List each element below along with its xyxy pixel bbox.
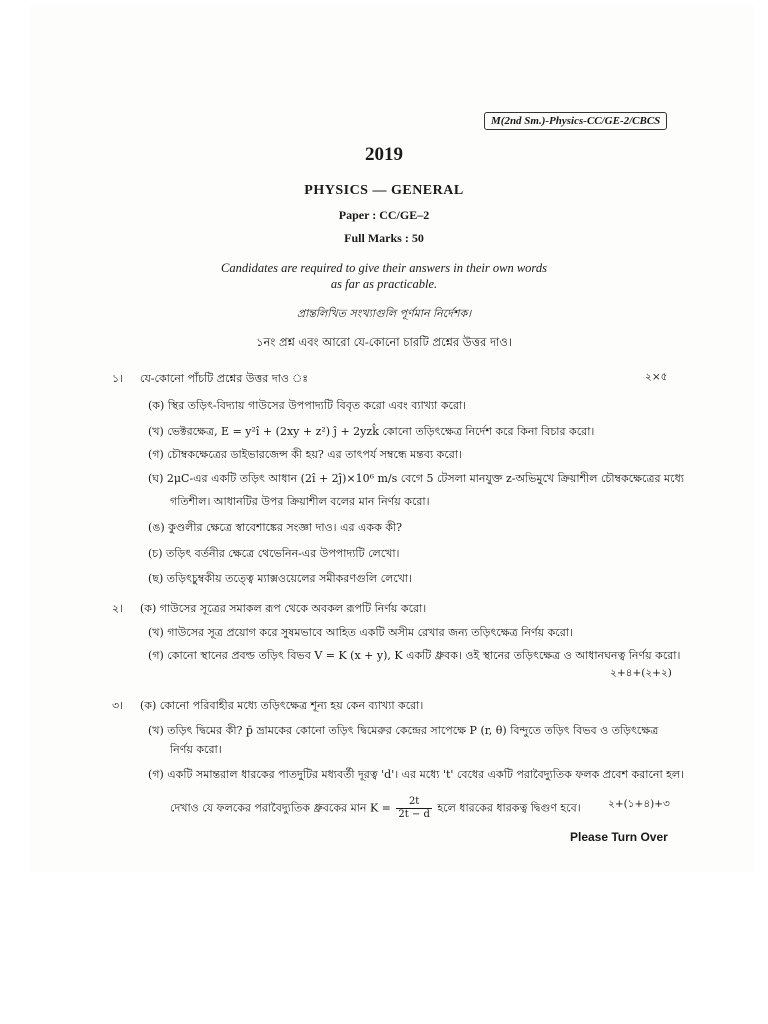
q1-part-uma: (ঙ) কুণ্ডলীর ক্ষেত্রে স্বাবেশাঙ্কের সংজ্ঞা দাও। এর একক কী?: [148, 521, 403, 534]
instruction-line-2: as far as practicable.: [330, 277, 438, 291]
q3-part-ga-end: হলে ধারকের ধারকত্ব দ্বিগুণ হবে।: [437, 801, 581, 815]
q2-part-ka: (ক) গাউসের সূত্রের সমাকল রূপ থেকে অবকল রূপটি নির্ণয় করো।: [140, 602, 427, 615]
q1-part-ka: (ক) স্থির তড়িৎ-বিদ্যায় গাউসের উপপাদ্যটি বিবৃত করো এবং ব্যাখ্যা করো।: [148, 399, 467, 412]
q2-number: ২।: [112, 602, 124, 615]
full-marks: Full Marks : 50: [344, 231, 424, 245]
paper-code-box: M(2nd Sm.)-Physics-CC/GE-2/CBCS: [484, 112, 667, 130]
q3-number: ৩।: [112, 699, 124, 712]
exam-year: 2019: [365, 144, 403, 165]
q1-part-chha: (ছ) তড়িৎচুম্বকীয় তত্ত্বে ম্যাক্সওয়েলের সমীকরণগুলি লেখো।: [148, 572, 413, 585]
q3-part-ga-cont: [170, 796, 581, 821]
q3-part-ga-text: দেখাও যে ফলকের পরাবৈদ্যুতিক ধ্রুবকের মান K =: [170, 801, 391, 815]
margin-note: প্রান্তলিখিত সংখ্যাগুলি পূর্ণমান নির্দেশক।: [296, 307, 472, 320]
subject-title: PHYSICS — GENERAL: [304, 183, 464, 198]
q3-part-kha: (খ) তড়িৎ দ্বিমের কী? p̄ ভ্রামকের কোনো তড়িৎ দ্বিমেরুর কেন্দ্রের সাপেক্ষে P (r, θ) বিন্দুতে তড়িৎ বিভব ও তড়িৎক্ষেত্র: [148, 724, 659, 737]
please-turn-over: Please Turn Over: [570, 830, 668, 844]
q2-marks: ২+৪+(২+২): [610, 667, 672, 679]
q1-part-kha: (খ) ভেক্টরক্ষেত্র, E = y²î + (2xy + z²) ĵ + 2yzk̂ কোনো তড়িৎক্ষেত্র নির্দেশ করে কিনা বিচার করো।: [148, 425, 595, 438]
q2-part-ga: (গ) কোনো স্থানের প্রবল্ড তড়িৎ বিভব V = K (x + y), K একটি ধ্রুবক। ওই স্থানের তড়িৎক্ষেত্র ও আধানঘনত্ব নির্ণয় করো।: [148, 649, 681, 662]
q3-part-ka: (ক) কোনো পরিবাহীর মধ্যে তড়িৎক্ষেত্র শূন্য হয় কেন ব্যাখ্যা করো।: [140, 699, 424, 712]
q1-part-gha-cont: গতিশীল। আধানটির উপর ক্রিয়াশীল বলের মান নির্ণয় করো।: [170, 495, 430, 508]
q2-part-kha: (খ) গাউসের সূত্র প্রয়োগ করে সুষমভাবে আহিত একটি অসীম রেখার জন্য তড়িৎক্ষেত্র নির্ণয় করো।: [148, 626, 573, 639]
q1-part-ga: (গ) চৌম্বকক্ষেত্রের ডাইভারজেন্স কী হয়? এর তাৎপর্য সম্বন্ধে মন্তব্য করো।: [148, 448, 462, 461]
paper-label: Paper : CC/GE–2: [338, 208, 430, 222]
q1-number: ১।: [112, 372, 124, 385]
q1-marks: ২×৫: [645, 371, 668, 383]
instruction-line-1: Candidates are required to give their answers in their own words: [221, 261, 547, 275]
answer-note: ১নং প্রশ্ন এবং আরো যে-কোনো চারটি প্রশ্নের উত্তর দাও।: [256, 335, 512, 349]
q3-part-ga: (গ) একটি সমান্তরাল ধারকের পাতদুটির মধ্যবর্তী দূরত্ব 'd'। এর মধ্যে 't' বেধের একটি পরাবৈদ্যুতিক ফলক প্রবেশ করানো হল।: [148, 768, 685, 781]
fraction-denominator: 2t − d: [398, 809, 430, 820]
fraction-numerator: 2t: [396, 796, 432, 809]
dielectric-fraction: [396, 796, 432, 821]
q1-intro: যে-কোনো পাঁচটি প্রশ্নের উত্তর দাও ঃ: [140, 372, 309, 385]
q3-part-kha-cont: নির্ণয় করো।: [170, 743, 222, 756]
q1-part-gha: (ঘ) 2μC-এর একটি তড়িৎ আধান (2î + 2ĵ)×10⁶ m/s বেগে 5 টেসলা মানযুক্ত z-অভিমুখে ক্রিয়াশীল চৌম্বকক্ষেত্রের মধ্যে: [148, 472, 684, 485]
q1-part-cha: (চ) তড়িৎ বর্তনীর ক্ষেত্রে থেভেনিন-এর উপপাদ্যটি লেখো।: [148, 547, 400, 560]
instructions: [0, 260, 768, 292]
q3-marks: ২+(১+৪)+৩: [608, 798, 670, 810]
